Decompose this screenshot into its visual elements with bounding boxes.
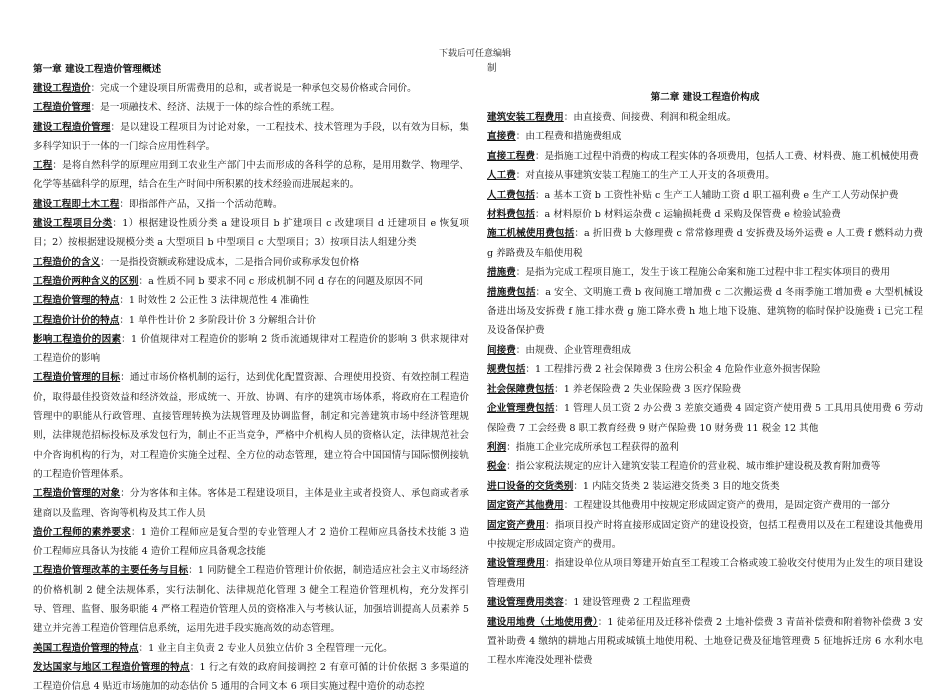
definition-text: ：a 材料原价 b 材料运杂费 c 运输损耗费 d 采购及保管费 e 检验试验费 bbox=[534, 209, 841, 221]
definition-term: 建设工程造价 bbox=[33, 83, 91, 94]
definition-term: 直接费 bbox=[487, 131, 516, 143]
definition-term: 企业管理费包括 bbox=[487, 403, 555, 415]
definition-entry bbox=[487, 224, 923, 263]
definition-entry bbox=[33, 79, 469, 98]
definition-text: ：是指为完成工程项目施工，发生于该工程施公命案和施工过程中非工程实体项目的费用 bbox=[515, 267, 890, 279]
left-column bbox=[33, 60, 469, 697]
definition-entry bbox=[33, 291, 469, 310]
definition-entry bbox=[487, 360, 923, 379]
definition-term: 建设工程造价管理 bbox=[33, 121, 111, 133]
definition-entry bbox=[33, 311, 469, 330]
definition-text: ：工程建设其他费用中按规定形成固定资产的费用，是固定资产费用的一部分 bbox=[563, 500, 890, 512]
definition-term: 影响工程造价的因素 bbox=[33, 333, 122, 345]
definition-term: 措施费包括 bbox=[487, 286, 536, 298]
definition-text: ：由工程费和措施费组成 bbox=[515, 131, 622, 143]
definition-list bbox=[33, 79, 469, 697]
definition-term: 建筑安装工程费用 bbox=[487, 112, 564, 123]
definition-term: 工程造价管理 bbox=[33, 102, 91, 114]
definition-text: ：a 基本工资 b 工资性补贴 c 生产工人辅助工资 d 职工福利费 e 生产工人劳动保护费 bbox=[534, 189, 899, 201]
definition-term: 进口设备的交货类别 bbox=[487, 480, 574, 492]
definition-entry bbox=[33, 118, 469, 157]
definition-entry bbox=[33, 330, 469, 369]
definition-list bbox=[487, 108, 923, 671]
definition-text: ：1 价值规律对工程造价的影响 2 货币流通规律对工程造价的影响 3 供求规律对工程造价的影响 bbox=[33, 333, 470, 365]
definition-term: 固定资产费用 bbox=[487, 519, 546, 531]
definition-entry bbox=[33, 639, 469, 658]
definition-entry bbox=[33, 561, 469, 638]
definition-text: ：1 内陆交货类 2 装运港交货类 3 目的地交货类 bbox=[573, 480, 780, 492]
chapter-title: 第一章 建设工程造价管理概述 bbox=[33, 64, 162, 75]
definition-term: 建设工程即土木工程 bbox=[33, 198, 120, 210]
definition-text: ：指建设单位从项目筹建开始直至工程竣工合格或竣工验收交付使用为止发生的项目建设管理费用 bbox=[487, 558, 924, 589]
definition-term: 人工费包括 bbox=[487, 189, 535, 201]
definition-text: ：a 安全、文明施工费 b 夜间施工增加费 c 二次搬运费 d 冬雨季施工增加费 e 大型机械设备进出场及安拆费 f 施工排水费 g 施工降水费 h 地上地下设施、建筑物的临时保护设施费 i 已完工程及设备保护费 bbox=[487, 286, 924, 337]
definition-term: 材料费包括 bbox=[487, 209, 535, 221]
definition-text: ：是将自然科学的原理应用到工农业生产部门中去而形成的各科学的总称，是用用数学、物理学、化学等基础科学的原理，结合在生产时间中所积累的技术经验而进展起来的。 bbox=[33, 160, 470, 191]
definition-term: 工程造价管理的目标 bbox=[33, 372, 121, 384]
definition-entry bbox=[487, 496, 923, 515]
definition-term: 建设用地费（土地使用费） bbox=[487, 616, 598, 628]
definition-entry bbox=[487, 147, 923, 166]
definition-text: ：a 性质不同 b 要求不同 c 形成机制不同 d 存在的问题及原因不同 bbox=[138, 275, 424, 287]
definition-entry bbox=[33, 484, 469, 523]
definition-entry bbox=[487, 457, 923, 476]
definition-text: ：1）根据建设性质分类 a 建设项目 b 扩建项目 c 改建项目 d 迁建项目 e 恢复项目；2）按根据建设规模分类 a 大型项目 b 中型项目 c 大型项目；3）按项目法人组建分类 bbox=[33, 218, 470, 249]
definition-entry bbox=[487, 205, 923, 224]
definition-text: ：1 建设管理费 2 工程监理费 bbox=[563, 597, 691, 609]
definition-term: 造价工程师的素养要求 bbox=[33, 526, 131, 538]
definition-text: ：1 工程排污费 2 社会保障费 3 住房公积金 4 危险作业意外损害保险 bbox=[525, 364, 821, 376]
definition-term: 工程造价管理的对象 bbox=[33, 488, 121, 500]
definition-entry bbox=[33, 253, 469, 272]
definition-entry bbox=[487, 399, 923, 438]
definition-term: 规费包括 bbox=[487, 364, 526, 376]
definition-text: ：完成一个建设项目所需费用的总和，或者说是一种承包交易价格或合同价。 bbox=[90, 83, 417, 94]
definition-entry bbox=[487, 380, 923, 399]
definition-entry bbox=[487, 613, 923, 671]
definition-term: 美国工程造价管理的特点 bbox=[33, 642, 139, 654]
continued-text: 制 bbox=[487, 63, 497, 74]
definition-entry bbox=[33, 658, 469, 697]
definition-entry bbox=[33, 368, 469, 484]
definition-text: ：由规费、企业管理费组成 bbox=[515, 344, 631, 356]
definition-text: ：分为客体和主体。客体是工程建设项目，主体是业主或者投资人、承包商或者承建商以及监理、咨询等机构及其工作人员 bbox=[33, 488, 470, 519]
definition-term: 施工机械使用费包括 bbox=[487, 228, 575, 240]
definition-entry bbox=[487, 263, 923, 282]
definition-text: ：1 造价工程师应是复合型的专业管理人才 2 造价工程师应具备技术技能 3 造价工程师应具备认为技能 4 造价工程师应具备观念技能 bbox=[33, 526, 470, 558]
definition-term: 间接费 bbox=[487, 344, 516, 356]
definition-text: ：通过市场价格机制的运行，达到优化配置资源、合理使用投资、有效控制工程造价，取得最佳投资效益和经济效益，形成统一、开放、协调、有序的建筑市场体系，将政府在工程造价管理中的职能从行政管理、直接管理转换为法规管理及协调监督，制定和完善建筑市场中经济管理规则，法律规范招标投标及承发包行为，制止不正当竞争，严格中介机构人员的资格认定，法律规范社会中介咨询机构的行为，对工程造价实施全过程、全方位的动态管理，建立符合中国国情与国际惯例接轨的工程造价管理体系。 bbox=[33, 372, 470, 480]
definition-text: ：1 行之有效的政府间接调控 2 有章可循的计价依据 3 多渠道的工程造价信息 4 贴近市场施加的动态估价 5 通用的合同文本 6 项目实施过程中造价的动态控 bbox=[33, 661, 469, 693]
definition-text: ：a 折旧费 b 大修理费 c 常常修理费 d 安拆费及场外运费 e 人工费 f 燃料动力费 g 养路费及车船使用税 bbox=[487, 228, 924, 259]
definition-text: ：1 管理人员工资 2 办公费 3 差旅交通费 4 固定资产使用费 5 工具用具使用费 6 劳动保险费 7 工会经费 8 职工教育经费 9 财产保险费 10 财务费 11 税金 12 其他 bbox=[487, 403, 923, 434]
definition-text: ：是指施工过程中消费的构成工程实体的各项费用，包括人工费、材料费、施工机械使用费 bbox=[534, 150, 919, 162]
definition-text: ：1 时效性 2 公正性 3 法律规范性 4 准确性 bbox=[119, 295, 310, 307]
definition-entry bbox=[487, 554, 923, 593]
definition-term: 利润 bbox=[487, 441, 507, 453]
definition-entry bbox=[487, 516, 923, 555]
definition-term: 固定资产其他费用 bbox=[487, 500, 564, 512]
definition-text: ：1 单件性计价 2 多阶段计价 3 分解组合计价 bbox=[119, 314, 316, 326]
definition-entry bbox=[487, 283, 923, 341]
definition-text: ：即指部件产品，又指一个活动范畴。 bbox=[119, 198, 283, 210]
definition-text: ：1 业主自主负责 2 专业人员独立估价 3 全程管理一元化。 bbox=[138, 642, 393, 654]
definition-text: ：1 同防健全工程造价管理计价依据，制造适应社会主义市场经济的价格机制 2 健全法规体系，实行法制化、法律规范化管理 3 健全工程造价管理机构，充分发挥引导、管理、监督、服务职能 4 严格工程造价管理人员的资格准入与考核认证，加强培训提高人员素养 5 建立并完善工程造价管理信息系统，运用先进手段实施高效的动态管理。 bbox=[33, 565, 469, 635]
definition-text: ：是一项融技术、经济、法规于一体的综合性的系统工程。 bbox=[90, 102, 340, 114]
definition-text: ：1 徒弟征用及迁移补偿费 2 土地补偿费 3 青苗补偿费和附着物补偿费 3 安置补助费 4 缴纳的耕地占用税或城镇土地使用税、土地登记费及征地管理费 5 征地拆迁房 6 水利水电工程水库淹没处理补偿费 bbox=[487, 616, 924, 667]
definition-term: 工程造价管理改革的主要任务与目标 bbox=[33, 565, 189, 577]
definition-text: ：指施工企业完成所承包工程获得的盈利 bbox=[506, 441, 679, 453]
definition-term: 社会保障费包括 bbox=[487, 383, 555, 395]
page-header: 下载后可任意编辑 bbox=[438, 49, 511, 59]
definition-term: 建设工程项目分类 bbox=[33, 218, 113, 230]
definition-term: 工程造价的含义 bbox=[33, 256, 101, 268]
definition-text: ：是以建设工程项目为讨论对象，一工程技术、技术管理为手段，以有效为目标，集多科学知识于一体的一门综合应用性科学。 bbox=[33, 121, 470, 152]
definition-entry bbox=[487, 186, 923, 205]
definition-text: ：对直接从事建筑安装工程施工的生产工人开支的各项费用。 bbox=[515, 170, 775, 182]
definition-entry bbox=[33, 98, 469, 117]
definition-entry bbox=[33, 272, 469, 291]
definition-term: 工程造价管理的特点 bbox=[33, 295, 120, 307]
definition-entry bbox=[33, 214, 469, 253]
definition-entry bbox=[33, 523, 469, 562]
definition-term: 人工费 bbox=[487, 170, 516, 182]
definition-text: ：由直接费、间接费、利润和税金组成。 bbox=[563, 112, 737, 123]
definition-text: ：1 养老保险费 2 失业保险费 3 医疗保险费 bbox=[554, 383, 742, 395]
definition-term: 建设管理费用类容 bbox=[487, 597, 564, 609]
definition-term: 措施费 bbox=[487, 267, 516, 279]
definition-entry bbox=[487, 166, 923, 185]
definition-entry bbox=[487, 108, 923, 127]
definition-entry bbox=[33, 156, 469, 195]
definition-term: 工程造价计价的特点 bbox=[33, 314, 120, 326]
definition-entry bbox=[33, 195, 469, 214]
definition-text: ：指公家税法规定的应计入建筑安装工程造价的营业税、城市维护建设税及教育附加费等 bbox=[506, 461, 881, 473]
definition-entry bbox=[487, 477, 923, 496]
definition-term: 发达国家与地区工程造价管理的特点 bbox=[33, 661, 190, 673]
definition-term: 税金 bbox=[487, 461, 507, 473]
definition-text: ：指项目投产时将直接形成固定资产的建设投资，包括工程费用以及在工程建设其他费用中按规定形成固定资产的费用。 bbox=[487, 519, 924, 550]
definition-term: 直接工程费 bbox=[487, 150, 535, 162]
definition-term: 建设管理费用 bbox=[487, 558, 546, 570]
chapter-title: 第二章 建设工程造价构成 bbox=[650, 92, 760, 103]
right-column bbox=[487, 60, 923, 671]
definition-term: 工程 bbox=[33, 160, 53, 172]
definition-entry bbox=[487, 127, 923, 146]
definition-entry bbox=[487, 341, 923, 360]
definition-text: ：一是指投资额或称建设成本，二是指合同价或称承发包价格 bbox=[100, 256, 360, 268]
definition-entry bbox=[487, 438, 923, 457]
definition-term: 工程造价两种含义的区别 bbox=[33, 275, 139, 287]
definition-entry bbox=[487, 593, 923, 612]
